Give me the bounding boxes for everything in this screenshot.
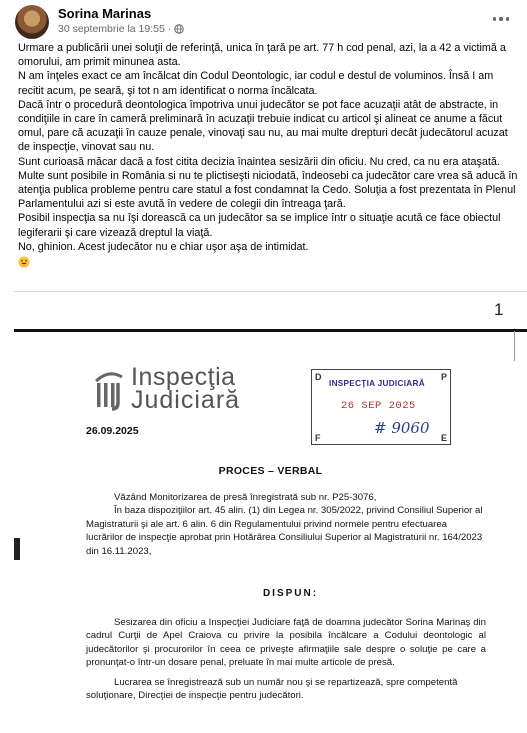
page-number: 1 bbox=[494, 300, 504, 319]
stamp-corner-e: E bbox=[440, 433, 447, 443]
stamp-date: 26 SEP 2025 bbox=[341, 400, 416, 412]
stamp-corner-f: F bbox=[315, 433, 321, 443]
document-decision-paragraph bbox=[86, 616, 486, 670]
avatar[interactable] bbox=[15, 5, 49, 39]
grinning-face-icon bbox=[18, 256, 30, 268]
more-dot-icon bbox=[493, 17, 497, 21]
preamble-text: În baza dispoziţiilor art. 45 alin. (1) din Legea nr. 305/2022, privind Consiliul Superior al Magistraturii şi ale art. 6 alin. 6 din Regulamentului privind normele pentru efectuarea lucrărilor de inspecţie aprobat prin Hotărârea Consiliului Superior al Magistraturii nr. 164/2023 din 16.11.2023, bbox=[86, 505, 483, 557]
institution-emblem-icon bbox=[92, 367, 126, 411]
post-paragraph: Urmare a publicării unei soluţii de referinţă, unica în ţară pe art. 77 h cod penal, azi, la a 42 a victimă a omorului, am primit minunea asta. bbox=[18, 42, 506, 69]
decision-text: Sesizarea din oficiu a Inspecţiei Judiciare faţă de doamna judecător Sorina Marinaş din cadrul Curţii de Apel Craiova cu privire la posibila încălcare a Codului deontologic al judecătorilor şi procurorilor în ceea ce priveşte afirmaţiile sale despre o soluţie pe care a pronunţat-o într-un dosare penal, preluate în mai multe articole de presă. bbox=[86, 617, 486, 669]
document-preamble bbox=[86, 491, 486, 558]
post-body bbox=[18, 41, 518, 272]
post-author[interactable]: Sorina Marinas bbox=[58, 6, 152, 21]
stamp-corner-d: D bbox=[315, 372, 322, 382]
logo-line-2: Judiciară bbox=[131, 386, 241, 414]
logo-line-1: Inspecţia bbox=[131, 363, 236, 391]
document-top-area bbox=[14, 291, 527, 329]
preamble-line: Văzând Monitorizarea de presă înregistrată sub nr. P25-3076, bbox=[114, 492, 377, 503]
stamp-registration-number: # 9060 bbox=[374, 419, 430, 437]
post-timestamp[interactable]: 30 septembrie la 19:55 bbox=[58, 23, 165, 35]
document-date: 26.09.2025 bbox=[86, 425, 139, 437]
assignment-text: Lucrarea se înregistrează sub un număr nou şi se repartizează, spre competentă soluţionare, Direcţiei de inspecţie pentru judecători. bbox=[86, 677, 458, 702]
document-divider bbox=[14, 329, 527, 332]
post-header bbox=[0, 0, 527, 44]
post-paragraph: Dacă într o procedură deontologica împotriva unui judecător se pot face acuzaţii atât de abstracte, in condiţiile in care în cameră preliminară în acuzaţii trebuie indicat cu articol şi alineat ce anume a făcut omul, pare că acuzaţii în cauze penale, vinovaţi sau nu, au mai multe drepturi decât judecătorul acuzat de inspecţie, vinovat sau nu. bbox=[18, 98, 508, 154]
post-paragraph: N am înţeles exact ce am încălcat din Codul Deontologic, iar codul e destul de voluminos. Însă I am recitit acum, pe seară, şi tot n am identificat o norma încălcata. bbox=[18, 70, 494, 97]
scan-artifact bbox=[14, 538, 20, 560]
inspectia-judiciara-logo bbox=[92, 363, 292, 413]
post-meta bbox=[58, 23, 184, 35]
attached-document-image[interactable] bbox=[14, 291, 527, 733]
dispun-heading: DISPUN: bbox=[262, 588, 319, 599]
post-paragraph: Posibil inspecţia sa nu îşi dorească ca un judecător sa se implice într o situaţie acută ce face obiectul legiferarii şi care vizează dreptul la viaţă. bbox=[18, 212, 501, 239]
stamp-title: INSPECŢIA JUDICIARĂ bbox=[329, 379, 425, 388]
scan-artifact bbox=[514, 331, 515, 361]
more-options-button[interactable] bbox=[487, 8, 515, 30]
stamp-corner-p: P bbox=[440, 372, 447, 382]
post-paragraph: No, ghinion. Acest judecător nu e chiar uşor aşa de intimidat. bbox=[18, 240, 309, 253]
post-paragraph: Sunt curioasă măcar dacă a fost citita decizia înaintea sesizării din oficiu. Nu cred, ca nu era ataşată. Multe sunt posibile in România si nu te plictiseşti niciodată, îndeosebi ca judecător care vrea să aducă în atenţia publica probleme pentru care statul a fost condamnat la Cedo. Soluţia a fost prezentata în Plenul Parlamentului azi si este avută în vedere de colegii din întreaga ţară. bbox=[18, 155, 518, 211]
globe-icon bbox=[174, 24, 184, 34]
document-title: PROCES – VERBAL bbox=[218, 465, 323, 477]
document-assignment-paragraph bbox=[86, 676, 486, 703]
more-dot-icon bbox=[499, 17, 503, 21]
meta-separator: · bbox=[167, 23, 172, 35]
registration-stamp bbox=[311, 369, 451, 445]
more-dot-icon bbox=[506, 17, 510, 21]
